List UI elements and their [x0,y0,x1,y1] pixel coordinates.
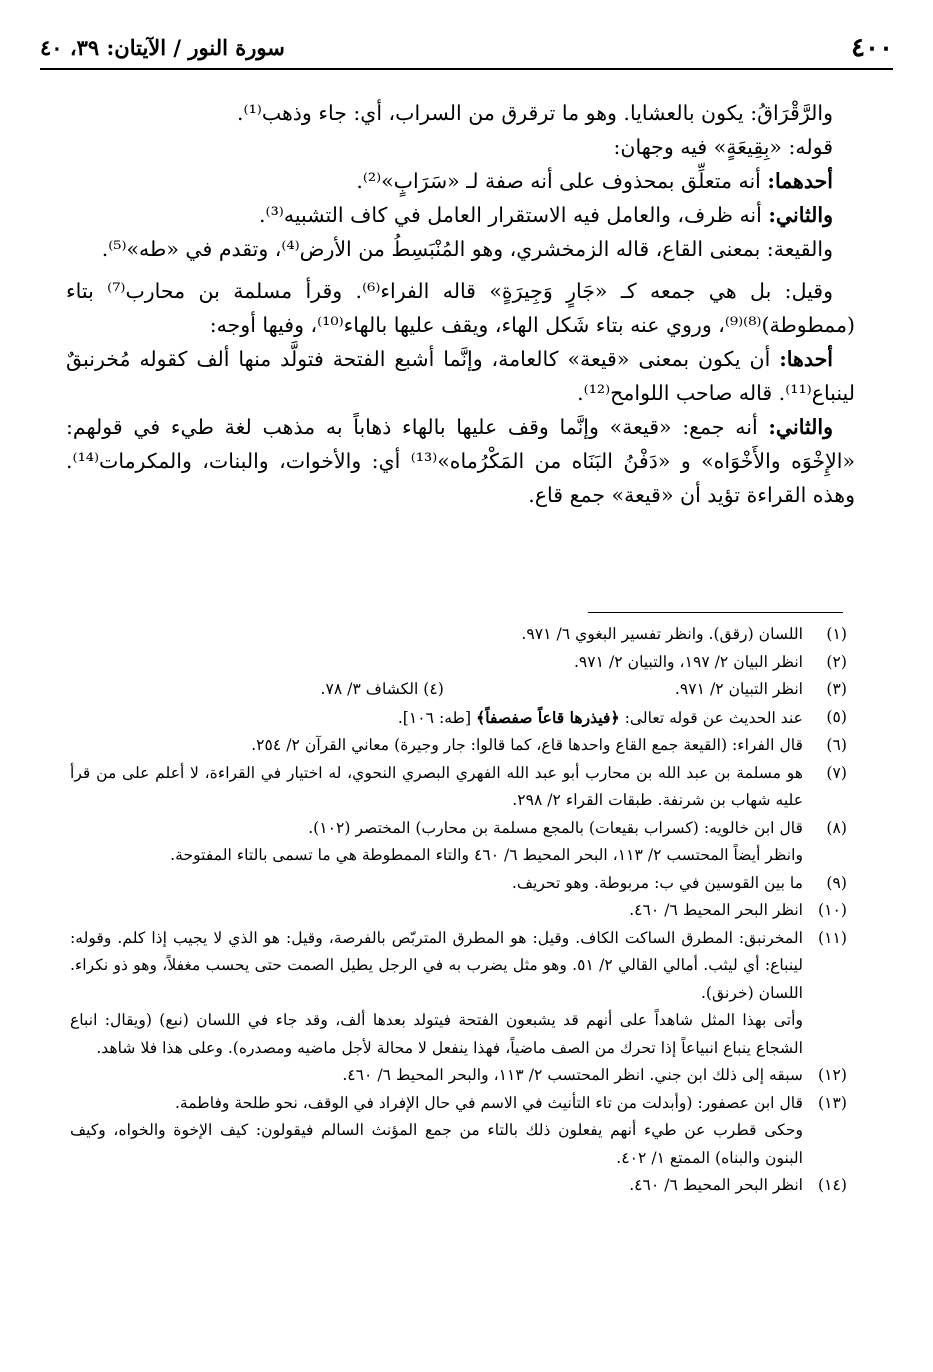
page-number: ٤٠٠ [851,33,893,63]
reading-second-text: أنه جمع: «قيعة» وإنَّما وقف عليها بالهاء ذهاباً به مذهب لغة طيء في قولهم: «الإِخْوَه والأَخْوَاه» و «دَفْنُ البَنَاه من المَكْرُماه»⁽¹³⁾ أي: والأخوات، والبنات، والمكرمات⁽¹⁴⁾. وهذه القراءة تؤيد أن «قيعة» جمع قاع. [66,415,856,507]
page-header [40,28,893,70]
paragraph-qia-meaning: والقيعة: بمعنى القاع، قاله الزمخشري، وهو المُنْبَسِطُ من الأرض⁽⁴⁾، وتقدم في «طه»⁽⁵⁾. [101,237,833,261]
footnote-number: (١٠) [818,901,847,919]
footnote-number: (١) [826,625,847,643]
footnote-text: هو مسلمة بن عبد الله بن محارب أبو عبد الله الفهري البصري النحوي، له اختيار في القراءة، لا أعلم على من قرأ عليه شهاب بن شرنفة. طبقات القراء ٢/ ٢٩٨. [70,763,803,809]
footnote-number: (٦) [826,736,847,754]
footnote-number: (١١) [818,928,847,947]
running-title: سورة النور / الآيتان: ٣٩، ٤٠ [40,35,285,60]
footnote-number: (١٣) [818,1093,847,1112]
paragraph-raqraq: والرَّقْرَاقُ: يكون بالعشايا. وهو ما ترقرق من السراب، أي: جاء وذهب⁽¹⁾. [237,101,833,125]
footnote-10 [70,897,847,925]
footnote-5-intro: عند الحديث عن قوله تعالى: [619,708,803,727]
footnote-7 [70,760,847,815]
footnote-5 [70,704,847,733]
second-aspect-text: أنه ظرف، والعامل فيه الاستقرار العامل في كاف التشبيه⁽³⁾. [259,203,769,227]
first-aspect-label: أحدهما: [767,169,833,193]
footnote-12 [70,1062,847,1090]
footnotes [70,621,847,1200]
footnote-text: انظر البيان ٢/ ١٩٧، والتبيان ٢/ ٩٧١. [573,652,803,671]
footnote-13-part-1: قال ابن عصفور: (وأبدلت من تاء التأنيث في الاسم في حال الإفراد في الوقف، نحو طلحة وفاطمة. [174,1093,803,1112]
footnote-text [70,1090,803,1173]
footnote-8-line-2: وانظر أيضاً المحتسب ٢/ ١١٣، البحر المحيط ٦/ ٤٦٠ والتاء الممطوطة هي ما تسمى بالتاء المفتوحة. [170,846,803,864]
footnote-number: (٣) [826,680,847,698]
footnote-number: (٨) [826,818,847,837]
footnote-text: انظر التبيان ٢/ ٩٧١. [674,680,803,698]
footnote-5-ref: [طه: ١٠٦]. [397,708,477,727]
footnote-text: ما بين القوسين في ب: مربوطة. وهو تحريف. [511,873,803,892]
reading-first-text: أن يكون بمعنى «قيعة» كالعامة، وإنَّما أشبع الفتحة فتولَّد منها ألف كقوله مُخرنبقٌ لينباع⁽¹¹⁾. قاله صاحب اللوامح⁽¹²⁾. [66,347,855,405]
footnote-number: (٧) [826,763,847,782]
footnote-8 [70,815,847,870]
footnote-11 [70,925,847,1063]
footnote-11-part-2: وأتى بهذا المثل شاهداً على أنهم قد يشبعون الفتحة فيتولد بعدها ألف، وقد جاء في اللسان (نبع) (ويقال: انباع الشجاع ينباع انبياعاً إذا تحرك من الصف ماضياً، فهذا ينفعل لا محالة لأجل ماضيه ومصدره). وعلى هذا فلا شاهد. [70,1011,803,1057]
footnote-number: (١٢) [818,1066,847,1084]
paragraph-reading-first [66,342,855,410]
footnote-13 [70,1090,847,1173]
footnote-11-part-1: المخرنبق: المطرق الساكت الكاف. وقيل: هو المطرق المتربّص بالفرصة، وقيل: هو الذي لا يجيب إذا كلم. وقوله: لينباع: أي ليثب. أمالي القالي ٢/ ٥١. وهو مثل يضرب به في الرجل يطيل الصمت حتى يحسب مغفلاً، وهو ذو نكراء. اللسان (خرنق). [70,928,803,1002]
footnote-text: انظر البحر المحيط ٦/ ٤٦٠. [629,901,803,919]
footnote-text: قال الفراء: (القيعة جمع القاع واحدها قاع، كما قالوا: جار وجيرة) معاني القرآن ٢/ ٢٥٤. [251,736,803,754]
footnote-number: (١٤) [818,1176,847,1194]
main-text [66,96,855,512]
footnote-number: (٢) [826,652,847,671]
footnote-text [70,815,803,870]
footnote-text: سبقه إلى ذلك ابن جني. انظر المحتسب ٢/ ١١٣، والبحر المحيط ٦/ ٤٦٠. [342,1066,803,1084]
paragraph-second-aspect [66,198,855,232]
footnote-4-text: (٤) الكشاف ٣/ ٧٨. [320,680,444,698]
footnote-9 [70,870,847,898]
second-aspect-label: والثاني: [768,203,833,227]
paragraph-first-aspect [66,164,855,198]
footnote-pair [70,676,803,704]
quran-verse: ﴿فيذرها قاعاً صفصفاً﴾ [476,707,620,727]
reading-second-label: والثاني: [768,415,833,439]
footnote-number: (٥) [826,707,847,726]
footnote-separator [588,612,843,613]
footnote-6 [70,732,847,760]
footnote-text [70,704,803,733]
footnote-1 [70,621,847,649]
footnote-2 [70,649,847,677]
footnote-8-line-1: قال ابن خالويه: (كسراب بقيعات) بالمجع مسلمة بن محارب) المختصر (١٠٢). [308,818,803,837]
first-aspect-text: أنه متعلِّق بمحذوف على أنه صفة لـ «سَرَابٍ»⁽²⁾. [356,169,768,193]
paragraph-reading-second [66,410,855,512]
paragraph-biqia: قوله: «بِقِيعَةٍ» فيه وجهان: [613,135,833,159]
footnote-13-part-2: وحكى قطرب عن طيء أنهم يفعلون ذلك بالتاء من جمع المؤنث السالم فيقولون: كيف الإخوة والخواه، وكيف البنون والبناه) الممتع ١/ ٤٠٢. [70,1121,803,1167]
reading-first-label: أحدها: [779,347,833,371]
footnote-text: اللسان (رقق). وانظر تفسير البغوي ٦/ ٩٧١. [521,625,803,643]
footnote-text: انظر البحر المحيط ٦/ ٤٦٠. [629,1176,803,1194]
footnote-text [70,925,803,1063]
paragraph-reading: وقيل: بل هي جمعه كـ «جَارٍ وَجِيرَةٍ» قاله الفراء⁽⁶⁾. وقرأ مسلمة بن محارب⁽⁷⁾ بتاء (ممطوطة)⁽⁸⁾⁽⁹⁾، وروي عنه بتاء شَكل الهاء، ويقف عليها بالهاء⁽¹⁰⁾، وفيها أوجه: [66,279,855,337]
footnote-3-4 [70,676,847,704]
footnote-14 [70,1172,847,1200]
footnote-number: (٩) [826,873,847,892]
